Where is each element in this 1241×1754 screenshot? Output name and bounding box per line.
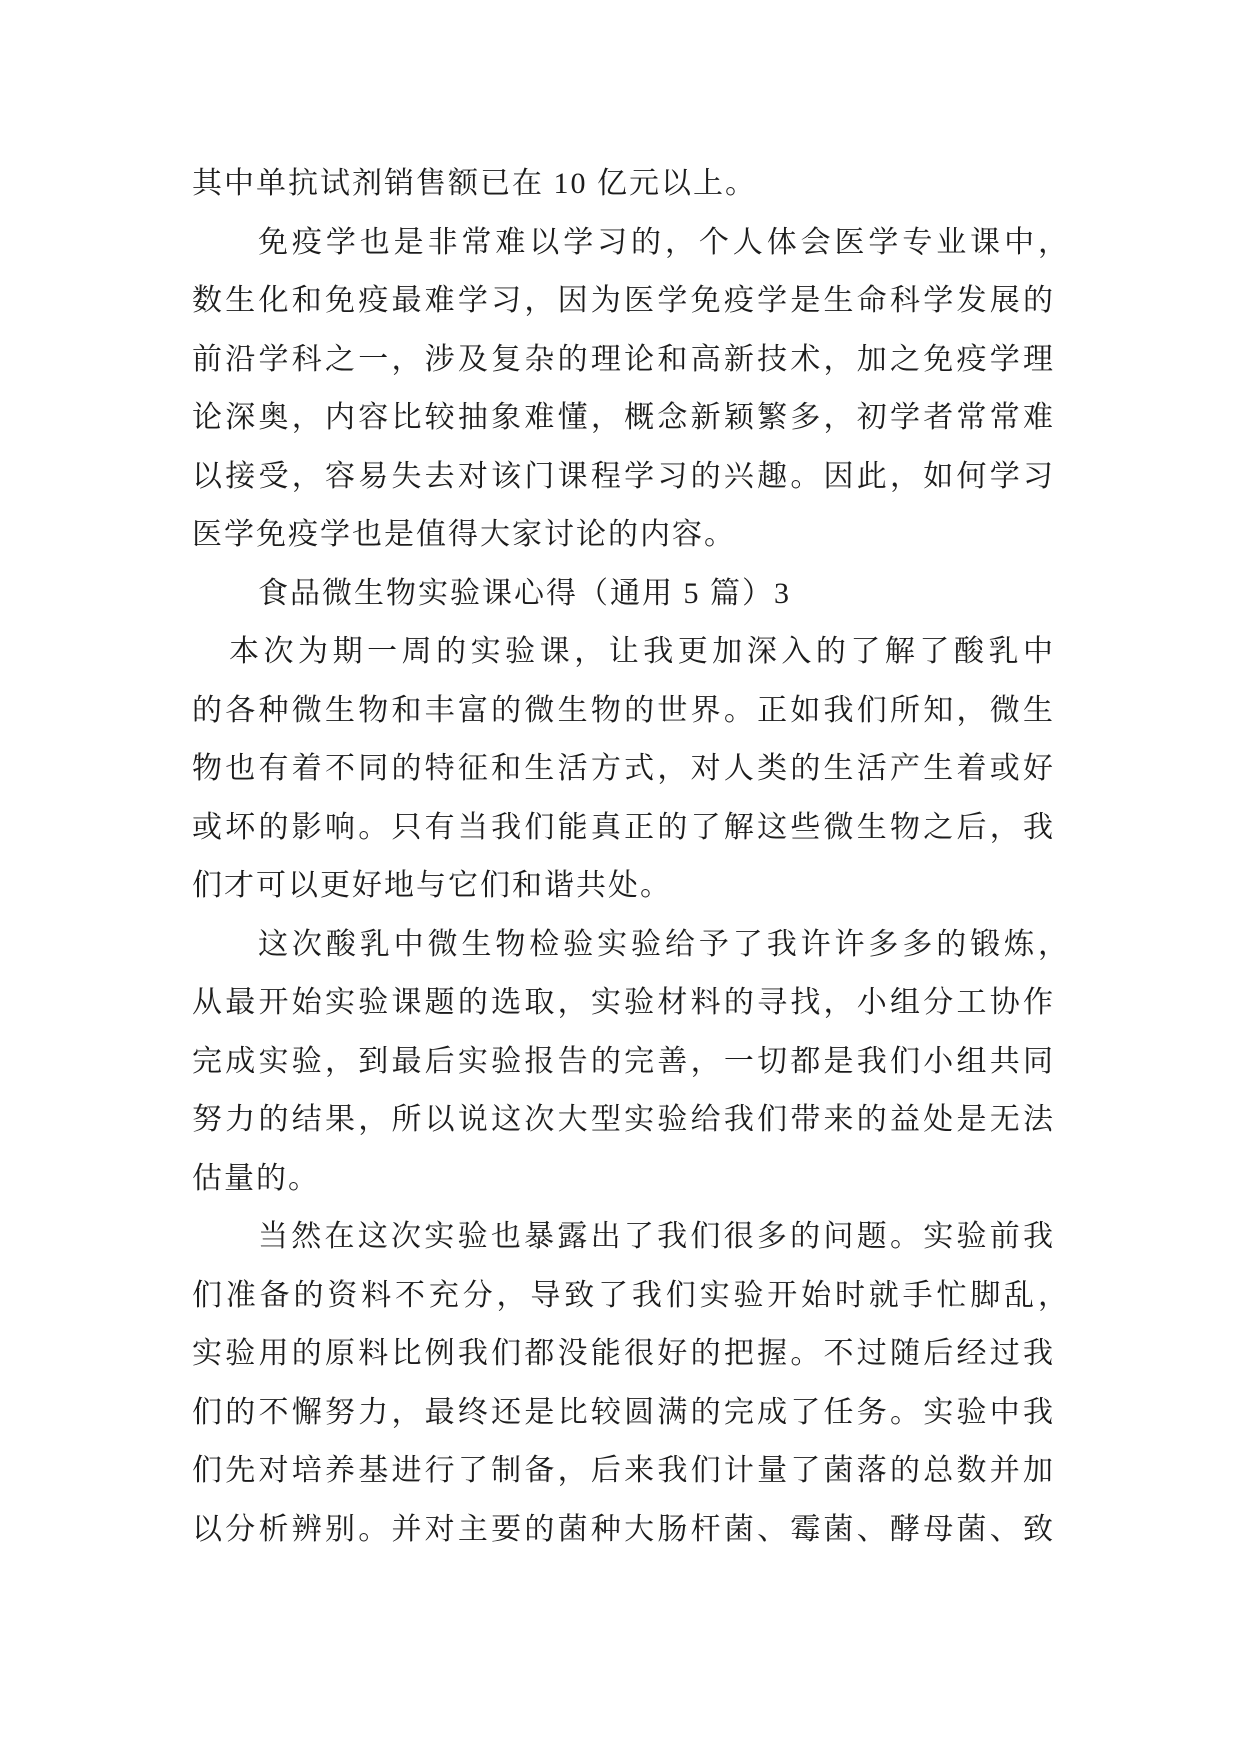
text-line: 或坏的影响。只有当我们能真正的了解这些微生物之后，我 [192, 810, 1053, 844]
text-line: 本次为期一周的实验课，让我更加深入的了解了酸乳中 [229, 635, 1053, 668]
text-line: 物也有着不同的特征和生活方式，对人类的生活产生着或好 [192, 752, 1053, 785]
text-line: 从最开始实验课题的选取，实验材料的寻找，小组分工协作 [192, 986, 1053, 1019]
paragraph [192, 155, 1053, 214]
section-heading [192, 565, 1053, 624]
text-line: 们的不懈努力，最终还是比较圆满的完成了任务。实验中我 [192, 1395, 1053, 1429]
text-line: 医学免疫学也是值得大家讨论的内容。 [192, 518, 736, 551]
text-line: 当然在这次实验也暴露出了我们很多的问题。实验前我 [258, 1220, 1053, 1253]
text-line: 估量的。 [192, 1161, 320, 1195]
paragraph [192, 916, 1068, 1209]
text-line: 以接受，容易失去对该门课程学习的兴趣。因此，如何学习 [192, 459, 1053, 493]
text-line: 其中单抗试剂销售额已在 10 亿元以上。 [192, 167, 757, 200]
heading-line: 食品微生物实验课心得（通用 5 篇）3 [258, 576, 791, 610]
paragraph [192, 214, 1068, 565]
text-line: 们先对培养基进行了制备，后来我们计量了菌落的总数并加 [192, 1454, 1053, 1487]
text-line: 实验用的原料比例我们都没能很好的把握。不过随后经过我 [192, 1337, 1053, 1370]
paragraph [192, 623, 1053, 916]
text-line: 这次酸乳中微生物检验实验给予了我许许多多的锻炼， [258, 927, 1068, 961]
text-line: 前沿学科之一，涉及复杂的理论和高新技术，加之免疫学理 [192, 342, 1053, 376]
text-line: 数生化和免疫最难学习，因为医学免疫学是生命科学发展的 [192, 284, 1053, 317]
paragraph [192, 1208, 1068, 1559]
text-line: 努力的结果，所以说这次大型实验给我们带来的益处是无法 [192, 1103, 1053, 1136]
text-line: 完成实验，到最后实验报告的完善，一切都是我们小组共同 [192, 1044, 1053, 1078]
document-body [192, 155, 1068, 1559]
text-line: 论深奥，内容比较抽象难懂，概念新颖繁多，初学者常常难 [192, 401, 1053, 434]
text-line: 们才可以更好地与它们和谐共处。 [192, 869, 672, 902]
text-line: 免疫学也是非常难以学习的，个人体会医学专业课中， [258, 225, 1068, 259]
text-line: 以分析辨别。并对主要的菌种大肠杆菌、霉菌、酵母菌、致 [192, 1512, 1053, 1546]
text-line: 的各种微生物和丰富的微生物的世界。正如我们所知，微生 [192, 693, 1053, 727]
text-line: 们准备的资料不充分，导致了我们实验开始时就手忙脚乱， [192, 1278, 1068, 1312]
